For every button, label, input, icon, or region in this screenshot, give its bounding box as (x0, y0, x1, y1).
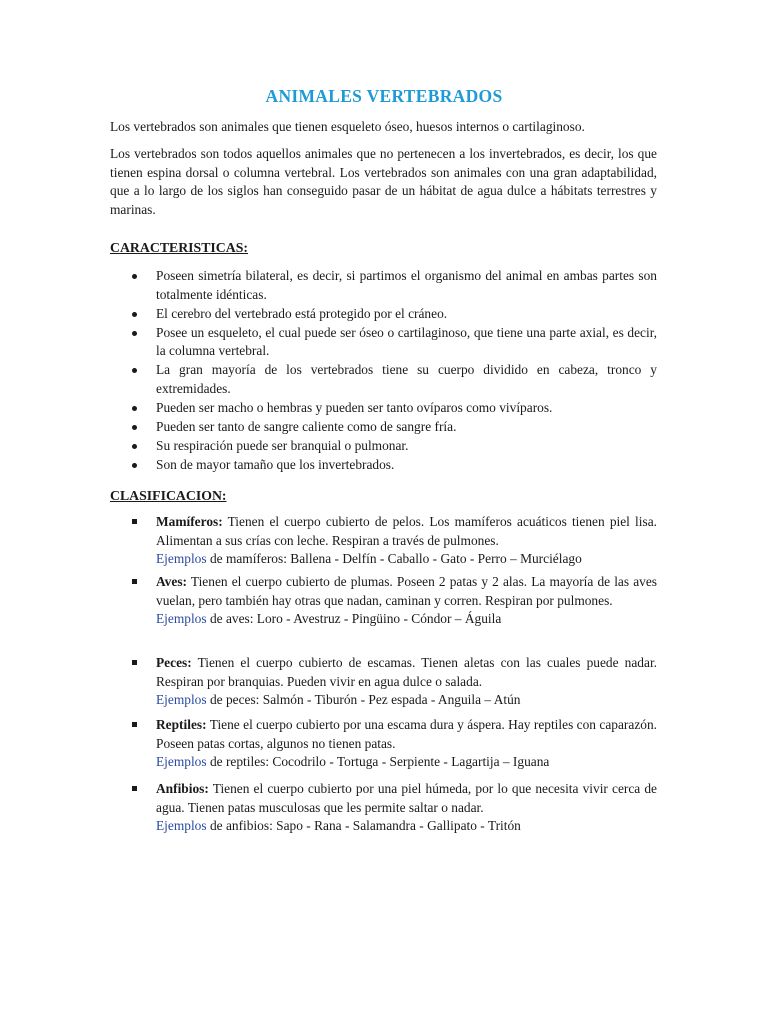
class-description: Tienen el cuerpo cubierto de pelos. Los mamíferos acuáticos tienen piel lisa. Alimentan a sus crías con leche. Respiran a través de pulmones. (156, 514, 657, 548)
class-name: Aves: (156, 574, 187, 589)
list-item: Pueden ser macho o hembras y pueden ser tanto ovíparos como vivíparos. (110, 399, 657, 418)
example-label: Ejemplos (156, 692, 207, 707)
list-item-peces (110, 654, 657, 710)
intro-paragraph-2: Los vertebrados son todos aquellos animales que no pertenecen a los invertebrados, es decir, los que tienen espina dorsal o columna vertebral. Los vertebrados son animales con una gran adaptabilidad, que a lo largo de los siglos han conseguido pasar de un hábitat de agua dulce a hábitats terrestres y marinas. (110, 146, 657, 217)
list-item: El cerebro del vertebrado está protegido por el cráneo. (110, 305, 657, 324)
list-item: Poseen simetría bilateral, es decir, si partimos el organismo del animal en ambas partes son totalmente idénticas. (110, 267, 657, 304)
class-description: Tienen el cuerpo cubierto por una piel húmeda, por lo que necesita vivir cerca de agua. Tienen patas musculosas que les permite saltar o nadar. (156, 781, 657, 815)
example-text: de reptiles: Cocodrilo - Tortuga - Serpiente - Lagartija – Iguana (209, 754, 550, 769)
class-name: Peces: (156, 655, 192, 670)
list-item: Posee un esqueleto, el cual puede ser óseo o cartilaginoso, que tiene una parte axial, es decir, la columna vertebral. (110, 324, 657, 361)
list-item: Pueden ser tanto de sangre caliente como de sangre fría. (110, 418, 657, 437)
list-item: Su respiración puede ser branquial o pulmonar. (110, 437, 657, 456)
example-line (156, 691, 657, 710)
intro-paragraph-1: Los vertebrados son animales que tienen esqueleto óseo, huesos internos o cartilaginoso. (110, 119, 585, 134)
clasificacion-heading: CLASIFICACION: (110, 488, 227, 503)
caracteristicas-heading: CARACTERISTICAS: (110, 240, 248, 255)
example-label: Ejemplos (156, 551, 207, 566)
example-text: de mamíferos: Ballena - Delfín - Caballo - Gato - Perro – Murciélago (209, 551, 582, 566)
example-text: de anfibios: Sapo - Rana - Salamandra - Gallipato - Tritón (209, 818, 521, 833)
page-title: ANIMALES VERTEBRADOS (265, 86, 503, 106)
list-item-mamiferos (110, 513, 657, 569)
caracteristicas-list (110, 267, 657, 475)
list-item-anfibios (110, 780, 657, 836)
example-text: de aves: Loro - Avestruz - Pingüino - Cóndor – Águila (209, 611, 502, 626)
example-line (156, 753, 657, 772)
example-label: Ejemplos (156, 754, 207, 769)
class-description: Tienen el cuerpo cubierto de plumas. Poseen 2 patas y 2 alas. La mayoría de las aves vuelan, pero también hay otras que nadan, caminan y corren. Respiran por pulmones. (156, 574, 657, 608)
class-description: Tiene el cuerpo cubierto por una escama dura y áspera. Hay reptiles con caparazón. Poseen patas cortas, algunos no tienen patas. (156, 717, 657, 751)
example-line (156, 610, 657, 629)
list-item: La gran mayoría de los vertebrados tiene su cuerpo dividido en cabeza, tronco y extremidades. (110, 361, 657, 398)
class-description: Tienen el cuerpo cubierto de escamas. Tienen aletas con las cuales puede nadar. Respiran por branquias. Pueden vivir en agua dulce o salada. (156, 655, 658, 689)
example-text: de peces: Salmón - Tiburón - Pez espada - Anguila – Atún (209, 692, 521, 707)
example-label: Ejemplos (156, 818, 207, 833)
example-label: Ejemplos (156, 611, 207, 626)
class-name: Reptiles: (156, 717, 207, 732)
example-line (156, 817, 657, 836)
class-name: Anfibios: (156, 781, 209, 796)
class-name: Mamíferos: (156, 514, 223, 529)
list-item-aves (110, 573, 657, 629)
list-item: Son de mayor tamaño que los invertebrados. (110, 456, 657, 475)
example-line (156, 550, 657, 569)
list-item-reptiles (110, 716, 657, 772)
